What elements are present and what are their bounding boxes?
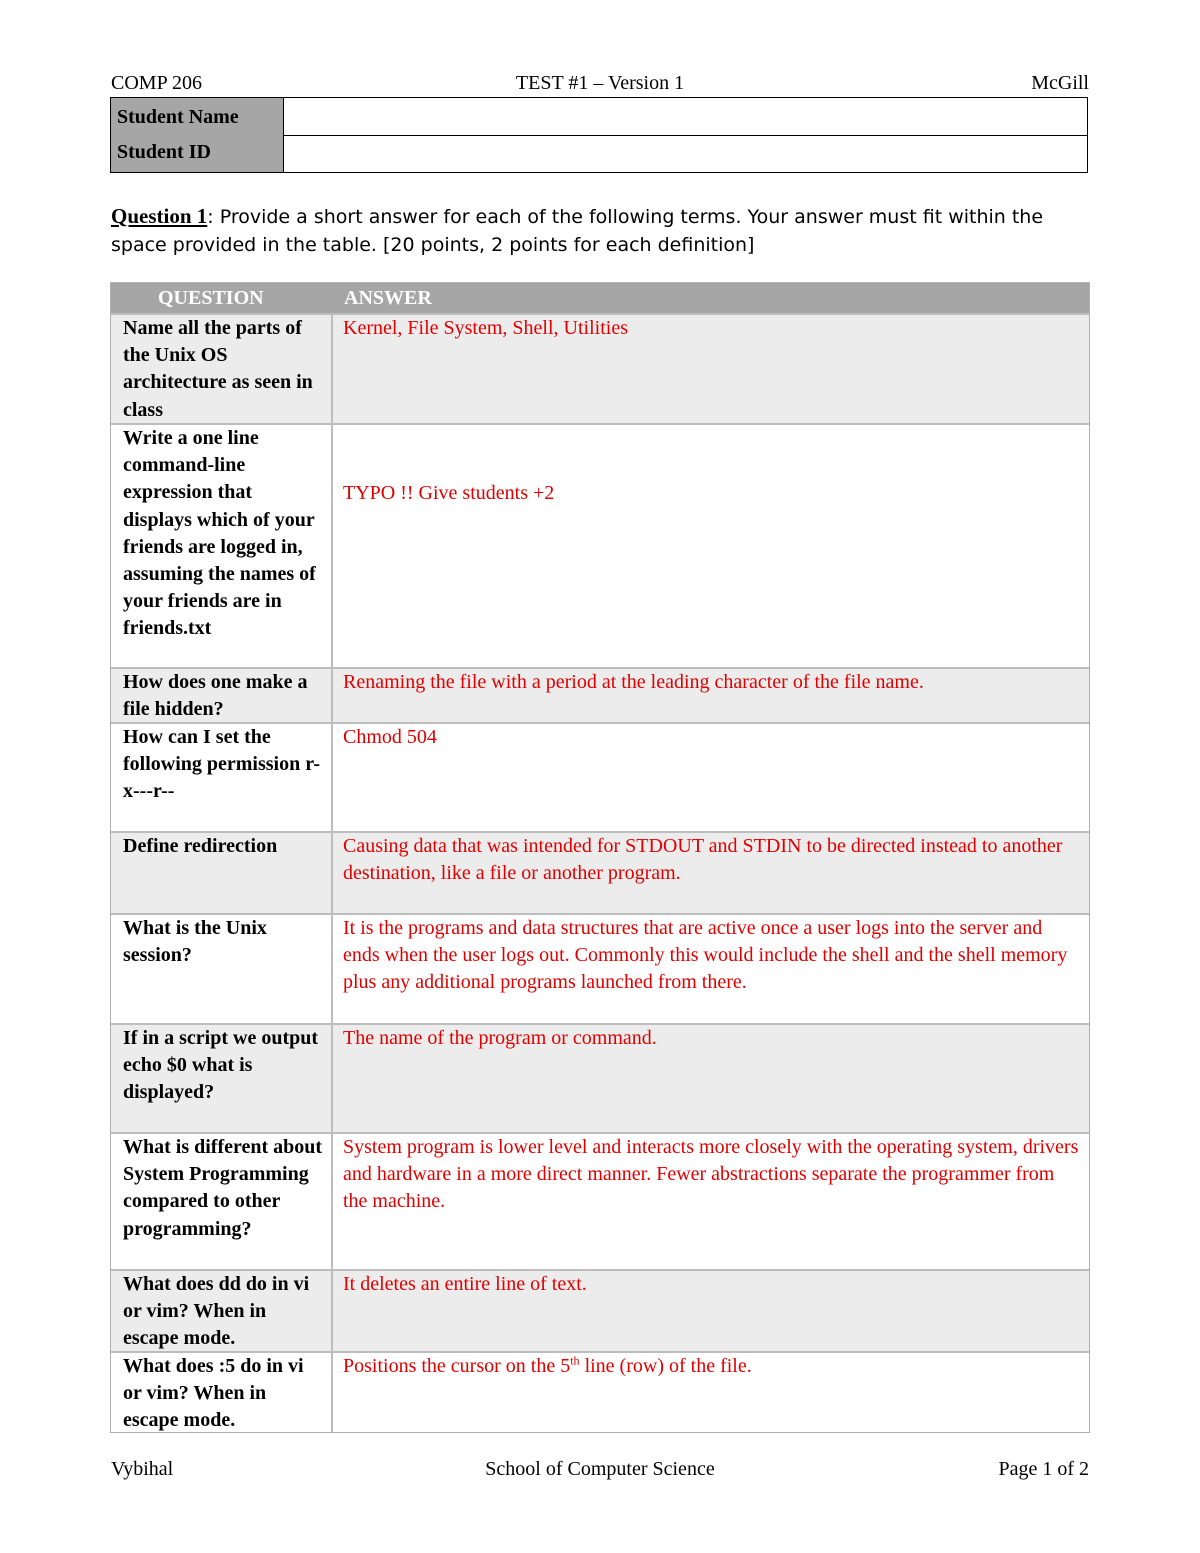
student-name-label: Student Name	[111, 98, 284, 135]
question-cell: Define redirection	[111, 833, 333, 913]
student-id-row	[111, 135, 1087, 172]
question-cell: What is different about System Programming compared to other programming?	[111, 1134, 333, 1269]
table-header	[111, 283, 1089, 313]
question-cell: If in a script we output echo $0 what is displayed?	[111, 1025, 333, 1132]
table-row	[111, 313, 1089, 423]
answer-cell	[333, 1353, 1089, 1380]
ordinal-suffix: th	[570, 1353, 580, 1368]
table-row	[111, 1132, 1089, 1269]
table-row	[111, 1269, 1089, 1351]
table-row	[111, 423, 1089, 667]
course-code: COMP 206	[111, 72, 202, 94]
student-info-box	[110, 97, 1088, 173]
table-row	[111, 667, 1089, 722]
author: Vybihal	[111, 1458, 174, 1480]
question-1-label: Question 1	[111, 204, 208, 228]
question-cell: What does dd do in vi or vim? When in escape mode.	[111, 1271, 333, 1351]
table-row	[111, 831, 1089, 913]
answer-cell: Kernel, File System, Shell, Utilities	[343, 317, 628, 339]
page-header	[111, 72, 1089, 98]
answer-text-end: line (row) of the file.	[579, 1355, 752, 1377]
school-name: School of Computer Science	[485, 1458, 715, 1480]
question-1-text: : Provide a short answer for each of the following terms. Your answer must fit within the space provided in the table. [20 points, 2 points for each definition]	[111, 206, 1044, 256]
answer-cell: It is the programs and data structures that are active once a user logs into the server and ends when the user logs out. Commonly this would include the shell and the shell memory plus any additional programs launched from there.	[343, 917, 1068, 994]
page-footer	[111, 1458, 1089, 1484]
page-number: Page 1 of 2	[998, 1458, 1089, 1480]
table-row	[111, 1351, 1089, 1432]
institution: McGill	[1031, 72, 1089, 94]
question-cell: Name all the parts of the Unix OS architecture as seen in class	[111, 315, 333, 423]
question-cell: What does :5 do in vi or vim? When in escape mode.	[111, 1353, 333, 1432]
question-cell: Write a one line command-line expression that displays which of your friends are logged in, assuming the names of your friends are in friends.txt	[111, 425, 333, 667]
column-header-question: QUESTION	[158, 287, 264, 309]
table-row	[111, 913, 1089, 1023]
question-cell: How can I set the following permission r-x---r--	[111, 724, 333, 831]
question-1-intro	[111, 202, 1091, 259]
answer-cell: It deletes an entire line of text.	[343, 1273, 587, 1295]
student-name-row	[111, 98, 1087, 136]
qa-table	[110, 282, 1090, 1433]
answer-cell: Chmod 504	[343, 726, 437, 748]
question-cell: What is the Unix session?	[111, 915, 333, 1023]
student-id-label: Student ID	[111, 135, 284, 172]
answer-text: Positions the cursor on the 5	[343, 1355, 571, 1377]
column-header-answer: ANSWER	[344, 287, 432, 309]
answer-cell: Causing data that was intended for STDOUT and STDIN to be directed instead to another destination, like a file or another program.	[343, 835, 1063, 885]
table-row	[111, 1023, 1089, 1132]
answer-cell: The name of the program or command.	[343, 1027, 657, 1049]
answer-cell: System program is lower level and interacts more closely with the operating system, drivers and hardware in a more direct manner. Fewer abstractions separate the programmer from the machine.	[343, 1136, 1079, 1213]
answer-cell: TYPO !! Give students +2	[343, 482, 555, 504]
test-title: TEST #1 – Version 1	[515, 72, 685, 94]
answer-cell: Renaming the file with a period at the leading character of the file name.	[343, 671, 924, 693]
question-cell: How does one make a file hidden?	[111, 669, 333, 722]
table-row	[111, 722, 1089, 831]
